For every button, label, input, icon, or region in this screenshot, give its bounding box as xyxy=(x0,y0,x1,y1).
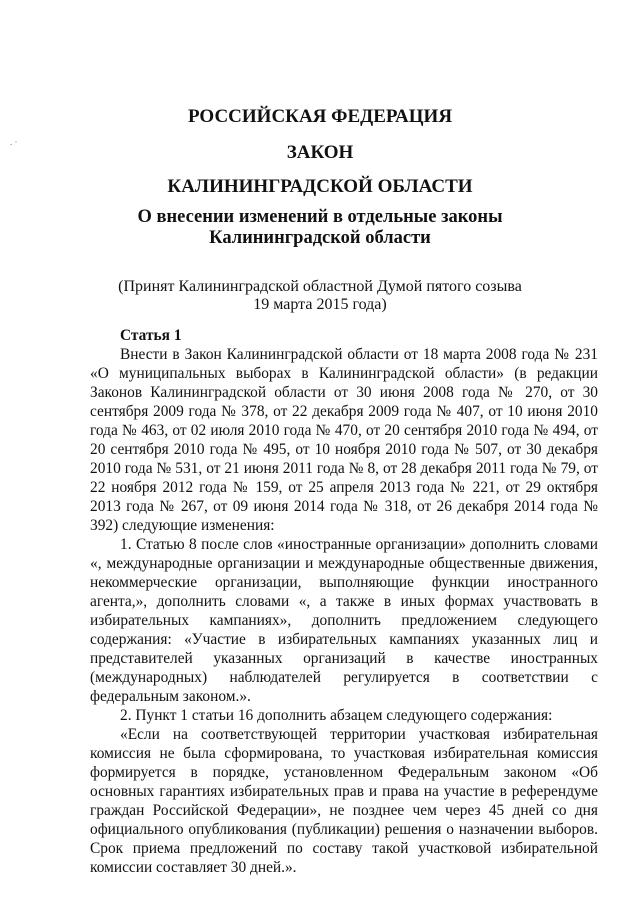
header-region: КАЛИНИНГРАДСКОЙ ОБЛАСТИ xyxy=(167,176,473,197)
margin-marks: . · xyxy=(10,137,18,147)
header-law: ЗАКОН xyxy=(286,142,354,163)
article-intro: Внести в Закон Калининградской области от 18 марта 2008 года № 231 «О муниципальных выборах в Калининградской области» (в редакции Законов Калининградской области от 30 июня 2008 года № 270, от 30 сентября 2009 года № 378, от 22 декабря 2009 года № 407, от 10 июня 2010 года № 463, от 02 июля 2010 года № 470, от 20 сентября 2010 года № 494, от 20 сентября 2010 года № 495, от 10 ноября 2010 года № 507, от 30 декабря 2010 года № 531, от 21 июня 2011 года № 8, от 28 декабря 2011 года № 79, от 22 ноября 2012 года № 159, от 25 апреля 2013 года № 221, от 29 октября 2013 года № 267, от 09 июня 2014 года № 318, от 26 декабря 2014 года № 392) следующие изменения: xyxy=(90,346,598,534)
law-title-line1: О внесении изменений в отдельные законы xyxy=(137,207,503,227)
header-country: РОССИЙСКАЯ ФЕДЕРАЦИЯ xyxy=(187,106,453,127)
document-body xyxy=(90,326,598,877)
article-item-2-quote: «Если на соответствующей территории участковая избирательная комиссия не была сформирована, то участковая избирательная комиссия формируется в порядке, установленном Федеральным законом «Об основных гарантиях избирательных прав и права на участие в референдуме граждан Российской Федерации», не позднее чем через 45 дней со дня официального опубликования (публикации) решения о назначении выборов. Срок приема предложений по составу такой участковой избирательной комиссии составляет 30 дней.». xyxy=(90,726,598,876)
law-title-line2: Калининградской области xyxy=(209,228,431,248)
article-item-1: 1. Статью 8 после слов «иностранные организации» дополнить словами «, международные организации и международные общественные движения, некоммерческие организации, выполняющие функции иностранного агента,», дополнить словами «, а также в иных формах участвовать в избирательных кампаниях», дополнить предложением следующего содержания: «Участие в избирательных кампаниях указанных лиц и представителей указанных организаций в качестве иностранных (международных) наблюдателей регулируется в соответствии с федеральным законом.». xyxy=(90,536,598,705)
acceptance-line2: 19 марта 2015 года) xyxy=(253,296,387,313)
article-title: Статья 1 xyxy=(120,327,182,344)
acceptance-note xyxy=(0,278,640,314)
article-item-2: 2. Пункт 1 статьи 16 дополнить абзацем следующего содержания: xyxy=(120,707,553,724)
acceptance-line1: (Принят Калининградской областной Думой пятого созыва xyxy=(118,278,522,295)
law-title xyxy=(0,207,640,249)
